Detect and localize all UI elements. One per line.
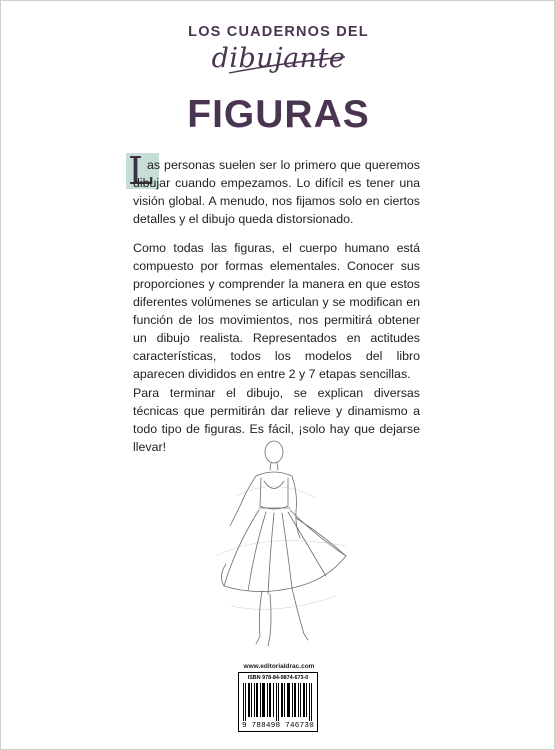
dropcap-letter: L [128,149,154,193]
barcode-bars [242,683,314,721]
publisher-website: www.editorialdrac.com [243,663,315,670]
barcode-digits: 9 788498 746730 [241,722,314,730]
figure-sketch-illustration [196,436,361,651]
series-script-word: dibujante [211,43,346,74]
isbn-number: ISBN 978-84-9874-673-0 [247,675,309,681]
paragraph-body: Como todas las figuras, el cuerpo humano está compuesto por formas elementales. Conocer sus proporciones y comprender la manera en que estos diferentes volúmenes se articulan y se modifican en función de los movimientos, nos permitirá obtener un dibujo realista. Representados en actitudes características, todos los modelos del libro aparecen divididos en entre 2 y 7 etapas sencillas. [133,241,420,381]
paragraph-intro-text: as personas suelen ser lo primero que queremos dibujar cuando empezamos. Lo difícil es tener una visión global. A menudo, nos fijamos solo en ciertos detalles y el dibujo queda distorsionado. [133,158,420,226]
script-underline [1,1,555,101]
paragraph-intro [133,156,420,228]
paragraph-closing: Para terminar el dibujo, se explican diversas técnicas que permitirán dar relieve y dinamismo a todo tipo de figuras. Es fácil, ¡solo hay que dejarse llevar! [133,386,420,454]
series-title: LOS CUADERNOS DEL [188,24,369,40]
isbn-barcode [238,672,318,732]
book-title: FIGURAS [187,93,370,136]
